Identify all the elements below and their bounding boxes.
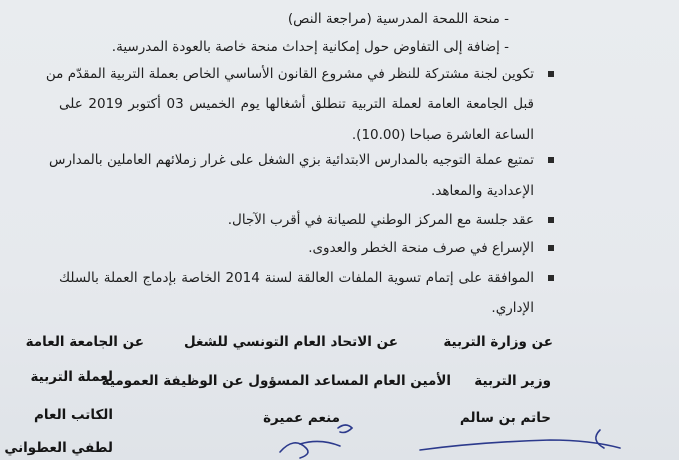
bullet-3-line-1: عقد جلسة مع المركز الوطني للصيانة في أقرب الآجال. (227, 212, 534, 228)
sig-federation-name: لطفي العطواني (4, 440, 113, 456)
sig-ministry-name: حاتم بن سالم (459, 410, 551, 426)
sig-ugtt-name: منعم عميرة (263, 410, 340, 426)
ministry-signature-stroke (420, 440, 620, 450)
ugtt-signature-loop (280, 443, 308, 458)
sig-ministry-line2: وزير التربية (474, 373, 551, 389)
bullet-5-line-1: الموافقة على إتمام تسوية الملفات العالقة لسنة 2014 الخاصة بإدماج العملة بالسلك (59, 270, 534, 286)
sub-item-1: - منحة اللمحة المدرسية (مراجعة النص) (287, 11, 509, 27)
sig-federation-line3: الكاتب العام (34, 407, 113, 423)
bullet-1-line-3: الساعة العاشرة صباحا (10.00). (351, 127, 534, 143)
bullet-2-line-2: الإعدادية والمعاهد. (431, 183, 534, 199)
ugtt-signature-stroke (338, 425, 352, 433)
sig-federation-line1: عن الجامعة العامة (25, 334, 144, 350)
sub-item-2: - إضافة إلى التفاوض حول إمكانية إحداث منحة خاصة بالعودة المدرسية. (111, 39, 509, 55)
bullet-1-line-2: قبل الجامعة العامة لعملة التربية تنطلق أشغالها يوم الخميس 03 أكتوبر 2019 على (59, 96, 534, 112)
sig-ugtt-line1: عن الاتحاد العام التونسي للشغل (183, 334, 398, 350)
bullet-4-line-1: الإسراع في صرف منحة الخطر والعدوى. (308, 240, 534, 256)
sig-ministry-line1: عن وزارة التربية (443, 334, 553, 350)
bullet-2-line-1: تمتيع عملة التوجيه بالمدارس الابتدائية بزي الشغل على غرار زملائهم العاملين بالمدارس (49, 152, 534, 168)
sig-federation-line2: لعملة التربية (30, 369, 113, 385)
bullet-5-line-2: الإداري. (491, 300, 534, 316)
sig-ugtt-line2: الأمين العام المساعد المسؤول عن الوظيفة العمومية (101, 373, 451, 389)
bullet-1-line-1: تكوين لجنة مشتركة للنظر في مشروع القانون الأساسي الخاص بعملة التربية المقدّم من (45, 66, 534, 82)
